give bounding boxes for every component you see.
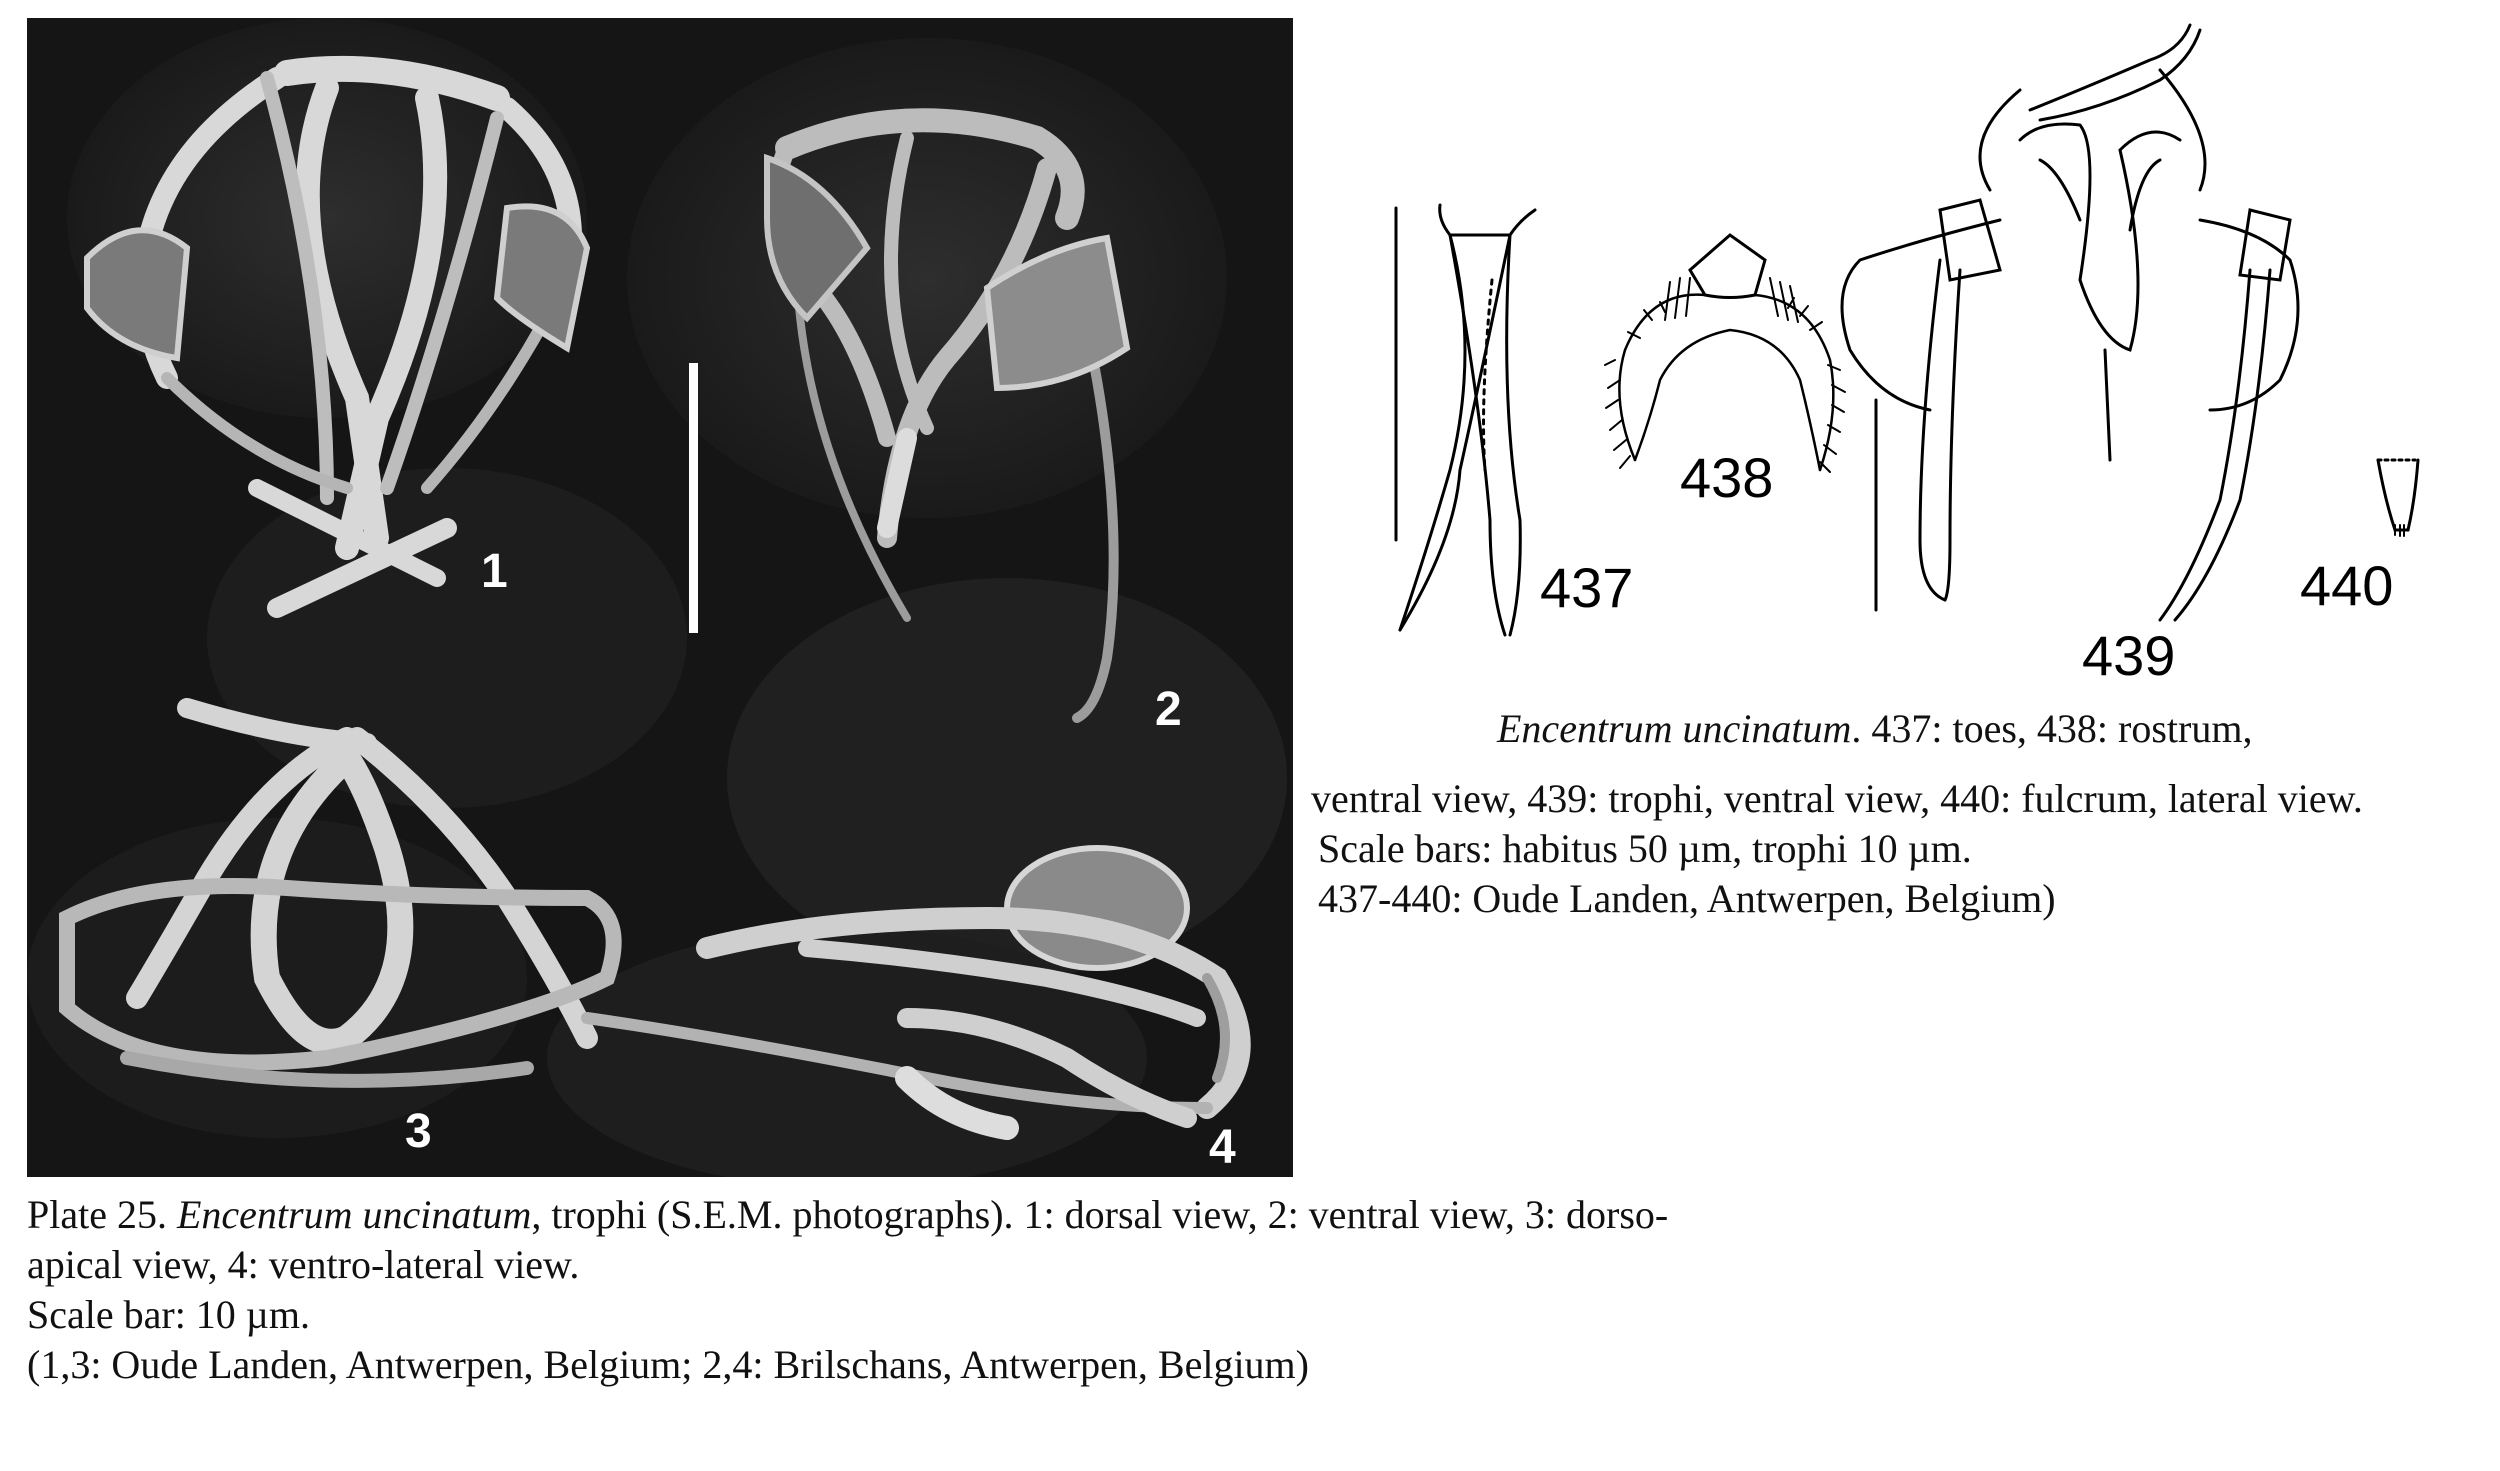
drawing-438-rostrum (1605, 235, 1845, 472)
sem-photograph-panel (27, 18, 1293, 1177)
plate-caption-line-2: apical view, 4: ventro-lateral view. (27, 1242, 580, 1287)
sem-scale-bar (689, 363, 698, 633)
sem-label-4: 4 (1209, 1121, 1236, 1174)
sem-trophi-images (27, 18, 1293, 1177)
drawing-label-437: 437 (1540, 556, 1634, 619)
drawing-label-438: 438 (1680, 446, 1774, 509)
drawing-label-440: 440 (2300, 554, 2394, 617)
drawing-caption-line-4: 437-440: Oude Landen, Antwerpen, Belgium) (1318, 876, 2056, 921)
drawing-440-fulcrum (2378, 460, 2418, 536)
plate-caption-species: Encentrum uncinatum (176, 1192, 532, 1237)
sem-label-2: 2 (1155, 683, 1182, 736)
drawing-caption-line-2: ventral view, 439: trophi, ventral view, 440: fulcrum, lateral view. (1311, 776, 2363, 821)
sem-label-1: 1 (481, 545, 508, 598)
plate-caption-prefix: Plate 25. (27, 1192, 177, 1237)
drawing-437-toes (1396, 205, 1535, 635)
plate-caption-line-4: (1,3: Oude Landen, Antwerpen, Belgium; 2,4: Brilschans, Antwerpen, Belgium) (27, 1342, 1309, 1387)
drawing-439-trophi (1842, 25, 2298, 620)
drawing-caption-line-1 (1497, 704, 2252, 754)
plate-caption-line-1-rest: , trophi (S.E.M. photographs). 1: dorsal view, 2: ventral view, 3: dorso- (531, 1192, 1669, 1237)
sem-label-3: 3 (405, 1105, 432, 1158)
plate-caption-line-1 (27, 1190, 1668, 1240)
line-drawings-panel (1360, 20, 2500, 700)
drawing-caption-species: Encentrum uncinatum (1497, 706, 1852, 751)
drawing-caption-line-3: Scale bars: habitus 50 µm, trophi 10 µm. (1318, 826, 1972, 871)
drawing-caption-line-1-rest: . 437: toes, 438: rostrum, (1851, 706, 2253, 751)
drawing-label-439: 439 (2082, 624, 2176, 687)
plate-caption-line-3: Scale bar: 10 µm. (27, 1292, 310, 1337)
